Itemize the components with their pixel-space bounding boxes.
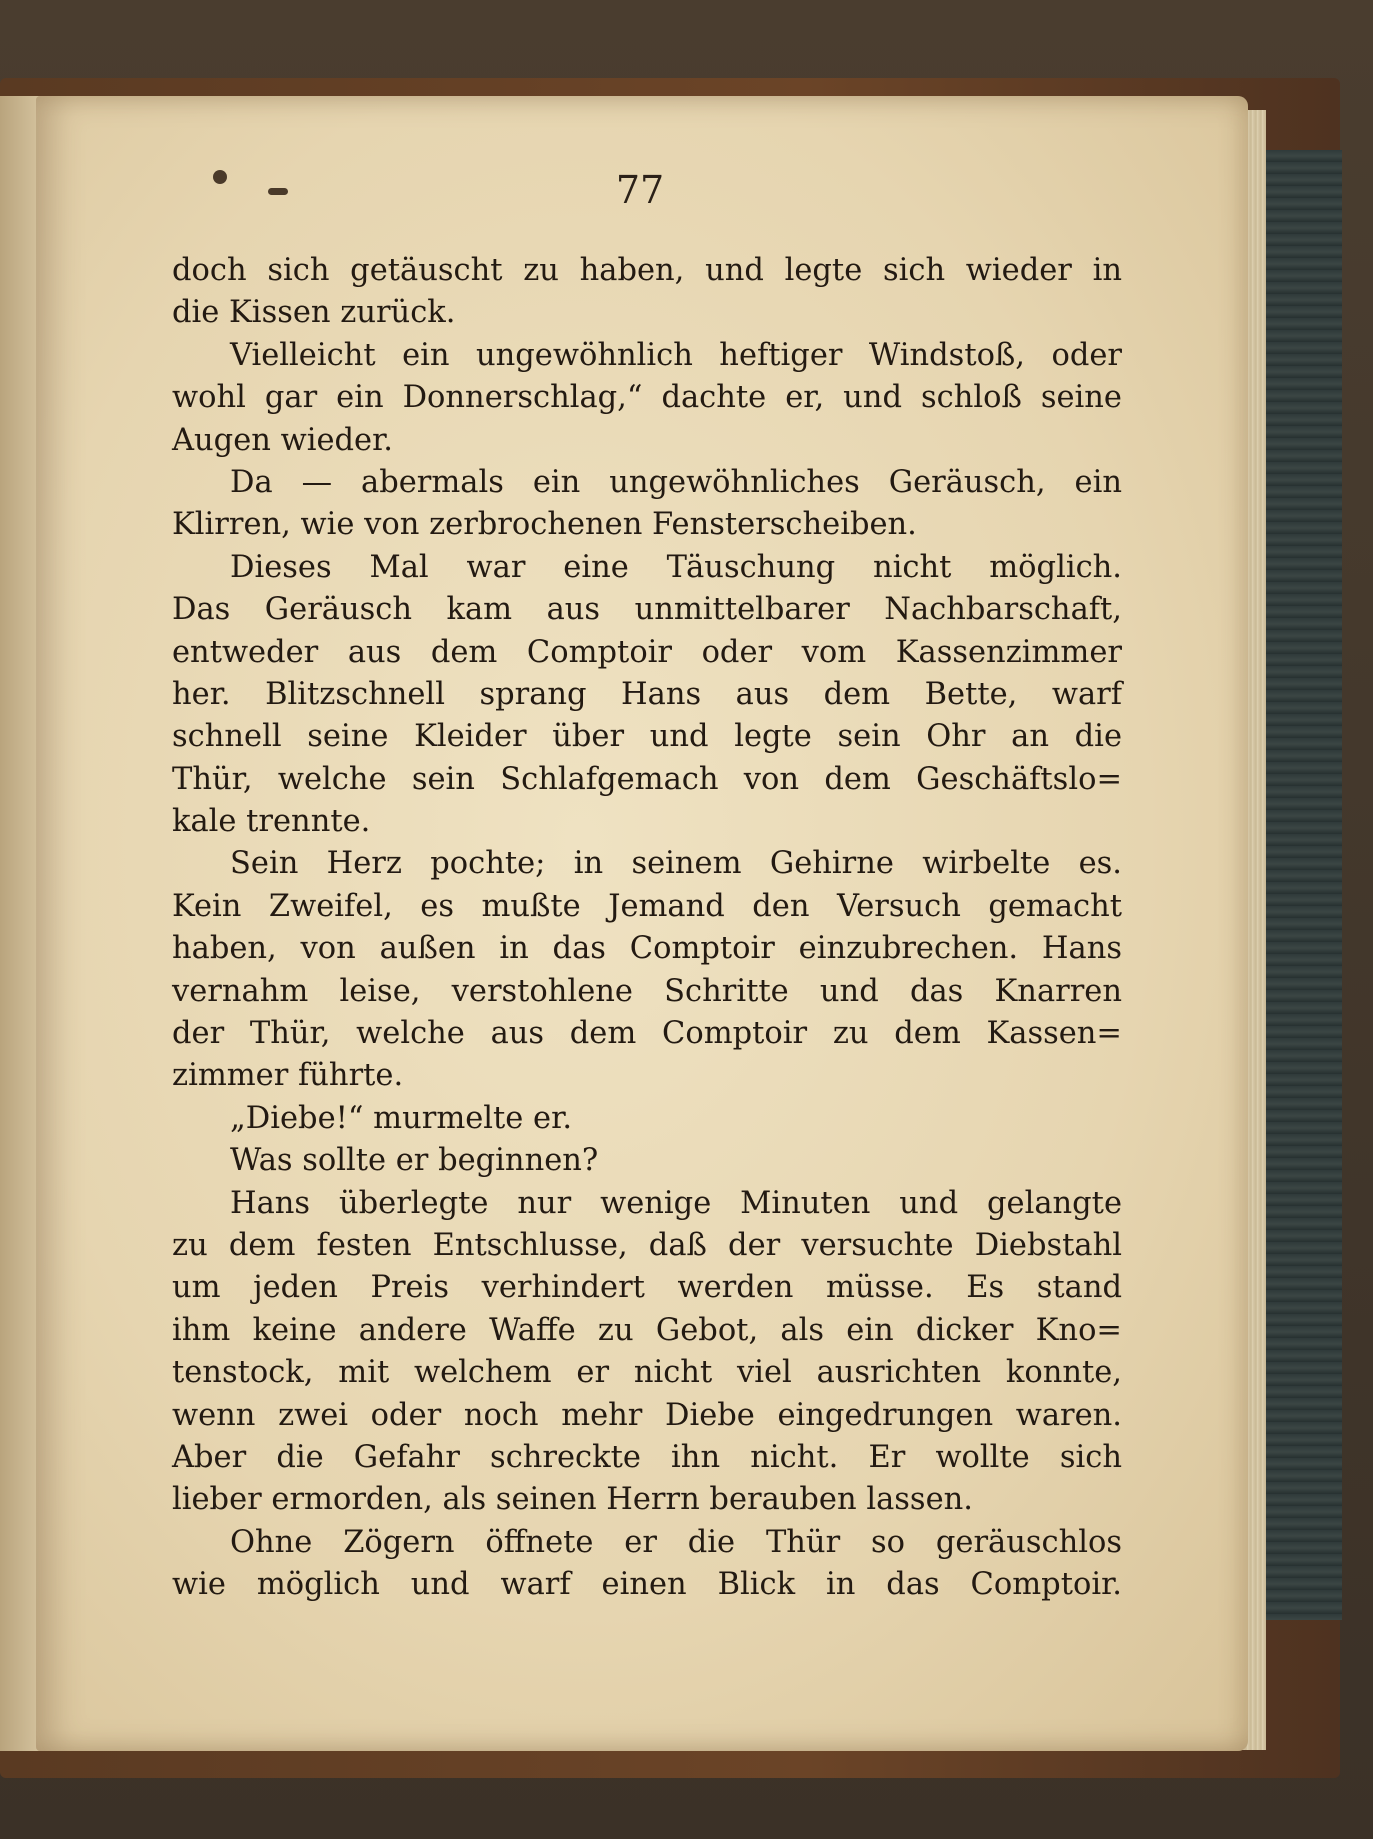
ink-speck (213, 170, 227, 184)
text-line: her. Blitzschnell sprang Hans aus dem Bette, warf (172, 676, 1122, 712)
text-line: „Diebe!“ murmelte er. (230, 1100, 573, 1136)
text-line: entweder aus dem Comptoir oder vom Kassenzimmer (172, 634, 1122, 670)
text-line: Ohne Zögern öffnete er die Thür so geräuschlos (230, 1524, 1122, 1560)
book-spine-edge (1255, 150, 1342, 1620)
text-line: Klirren, wie von zerbrochenen Fensterscheiben. (172, 507, 917, 543)
text-line: Thür, welche sein Schlafgemach von dem Geschäftslo= (172, 761, 1122, 797)
text-line: lieber ermorden, als seinen Herrn berauben lassen. (172, 1482, 973, 1518)
text-line: schnell seine Kleider über und legte sein Ohr an die (172, 719, 1122, 755)
text-line: Vielleicht ein ungewöhnlich heftiger Windstoß, oder (230, 337, 1122, 373)
text-line: haben, von außen in das Comptoir einzubrechen. Hans (172, 931, 1122, 967)
text-line: Das Geräusch kam aus unmittelbarer Nachbarschaft, (172, 592, 1122, 628)
text-line: vernahm leise, verstohlene Schritte und das Knarren (172, 973, 1122, 1009)
text-line: zu dem festen Entschlusse, daß der versuchte Diebstahl (172, 1227, 1122, 1263)
text-line: Augen wieder. (172, 422, 393, 458)
text-line: um jeden Preis verhindert werden müsse. Es stand (172, 1270, 1122, 1306)
text-line: zimmer führte. (172, 1058, 404, 1094)
text-line: die Kissen zurück. (172, 295, 456, 331)
text-line: tenstock, mit welchem er nicht viel ausrichten konnte, (172, 1355, 1122, 1391)
text-line: wie möglich und warf einen Blick in das Comptoir. (172, 1567, 1122, 1603)
text-line: der Thür, welche aus dem Comptoir zu dem Kassen= (172, 1016, 1122, 1052)
text-line: kale trennte. (172, 804, 371, 840)
ink-speck (268, 188, 288, 195)
text-line: ihm keine andere Waffe zu Gebot, als ein dicker Kno= (172, 1312, 1122, 1348)
text-line: Was sollte er beginnen? (230, 1143, 599, 1179)
page-text-block (172, 250, 1122, 1607)
text-line: Dieses Mal war eine Täuschung nicht möglich. (230, 549, 1122, 585)
text-line: Kein Zweifel, es mußte Jemand den Versuch gemacht (172, 888, 1122, 924)
text-line: wohl gar ein Donnerschlag,“ dachte er, und schloß seine (172, 380, 1122, 416)
text-line: Aber die Gefahr schreckte ihn nicht. Er wollte sich (172, 1439, 1122, 1475)
text-line: Da — abermals ein ungewöhnliches Geräusch, ein (230, 464, 1122, 500)
text-line: wenn zwei oder noch mehr Diebe eingedrungen waren. (172, 1397, 1122, 1433)
page-number: 77 (615, 168, 665, 212)
text-line: Sein Herz pochte; in seinem Gehirne wirbelte es. (230, 846, 1122, 882)
text-line: doch sich getäuscht zu haben, und legte sich wieder in (172, 253, 1122, 288)
text-line: Hans überlegte nur wenige Minuten und gelangte (230, 1185, 1122, 1221)
